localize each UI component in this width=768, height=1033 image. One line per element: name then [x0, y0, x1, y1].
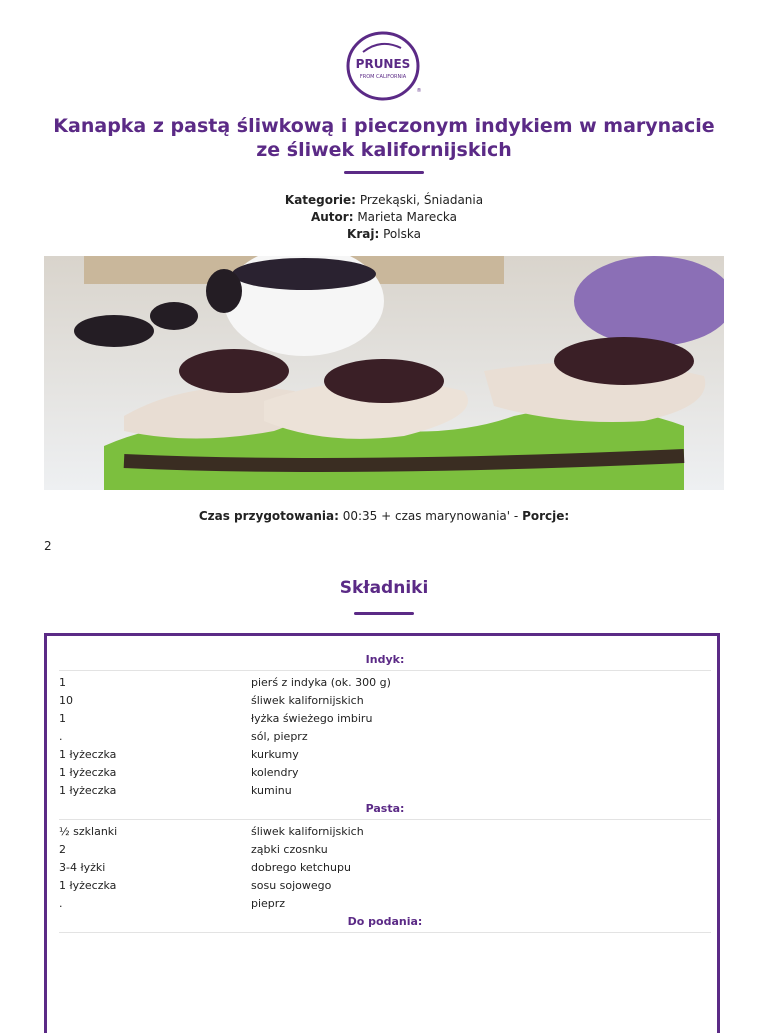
list-item: 10 śliwek kalifornijskich: [59, 694, 364, 707]
group-heading: Indyk:: [59, 650, 711, 671]
recipe-meta: [0, 192, 768, 243]
list-item: . pieprz: [59, 897, 286, 910]
ingredients-divider: [354, 612, 414, 615]
recipe-photo: [44, 256, 724, 490]
servings-value: 2: [44, 539, 52, 553]
svg-text:®: ®: [416, 88, 422, 94]
list-item: 2 ząbki czosnku: [59, 843, 328, 856]
list-item: 1 łyżeczka kurkumy: [59, 748, 299, 761]
ingredients-box: [44, 633, 720, 1033]
list-item: 1 pierś z indyka (ok. 300 g): [59, 676, 391, 689]
list-item: 1 łyżka świeżego imbiru: [59, 712, 373, 725]
meta-author: Autor: Marieta Marecka: [310, 210, 458, 224]
recipe-title: Kanapka z pastą śliwkową i pieczonym indykiem w marynacie ze śliwek kalifornijskich: [53, 115, 715, 161]
list-item: . sól, pieprz: [59, 730, 308, 743]
ingredients-heading: Składniki: [339, 578, 429, 598]
meta-country: Kraj: Polska: [347, 227, 421, 241]
group-heading: Do podania:: [59, 912, 711, 933]
list-item: 1 łyżeczka sosu sojowego: [59, 879, 332, 892]
list-item: 1 łyżeczka kolendry: [59, 766, 299, 779]
svg-text:FROM CALIFORNIA: FROM CALIFORNIA: [359, 74, 407, 80]
group-heading: Pasta:: [59, 799, 711, 820]
svg-text:PRUNES: PRUNES: [355, 57, 411, 71]
meta-category: Kategorie: Przekąski, Śniadania: [284, 193, 484, 207]
list-item: ½ szklanki śliwek kalifornijskich: [59, 825, 364, 838]
prunes-logo: [343, 30, 425, 102]
title-divider: [344, 171, 424, 174]
prep-info: Czas przygotowania: 00:35 + czas marynowania' - Porcje:: [198, 509, 570, 523]
list-item: 3-4 łyżki dobrego ketchupu: [59, 861, 351, 874]
list-item: 1 łyżeczka kuminu: [59, 784, 292, 797]
